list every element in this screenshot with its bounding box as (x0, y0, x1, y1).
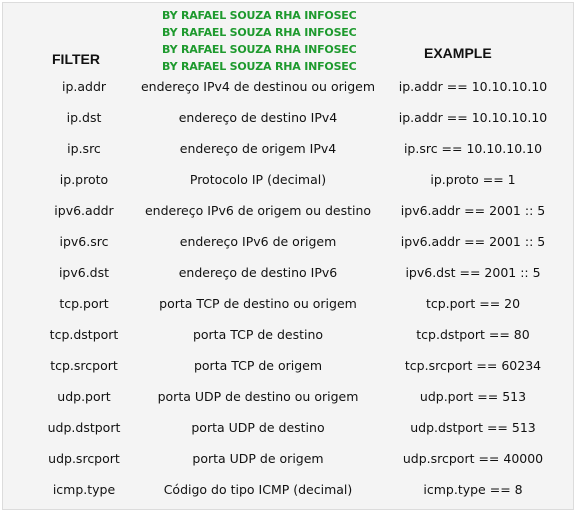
example-cell: icmp.type == 8 (423, 482, 523, 497)
example-cell: ip.addr == 10.10.10.10 (398, 79, 548, 94)
example-cell: tcp.srcport == 60234 (404, 358, 542, 373)
filter-cell: ip.proto (59, 172, 109, 187)
table-row (0, 257, 580, 288)
filter-cell: ip.src (67, 141, 101, 156)
filter-cell: ipv6.dst (58, 265, 110, 280)
filter-column-header: FILTER (52, 51, 100, 67)
description-cell: porta UDP de destino ou origem (157, 389, 359, 404)
example-cell: ip.proto == 1 (430, 172, 516, 187)
filter-cell: ipv6.addr (54, 203, 114, 218)
filter-cell: tcp.port (59, 296, 109, 311)
watermark-line: BY RAFAEL SOUZA RHA INFOSEC (162, 43, 357, 56)
description-cell: porta TCP de destino ou origem (159, 296, 357, 311)
example-cell: ip.addr == 10.10.10.10 (398, 110, 548, 125)
description-cell: Código do tipo ICMP (decimal) (163, 482, 353, 497)
example-cell: tcp.port == 20 (425, 296, 521, 311)
filter-cell: udp.port (57, 389, 111, 404)
table-row (0, 226, 580, 257)
filter-cell: tcp.srcport (50, 358, 118, 373)
description-cell: Protocolo IP (decimal) (189, 172, 327, 187)
description-cell: endereço de origem IPv4 (179, 141, 337, 156)
table-row (0, 350, 580, 381)
description-cell: porta UDP de origem (192, 451, 324, 466)
example-cell: ip.src == 10.10.10.10 (403, 141, 543, 156)
description-cell: porta TCP de destino (192, 327, 324, 342)
description-cell: porta UDP de destino (191, 420, 325, 435)
watermark (162, 7, 382, 75)
watermark-line: BY RAFAEL SOUZA RHA INFOSEC (162, 26, 357, 39)
example-cell: udp.srcport == 40000 (402, 451, 544, 466)
watermark-line: BY RAFAEL SOUZA RHA INFOSEC (162, 60, 357, 73)
table-row (0, 164, 580, 195)
filter-cell: ip.dst (66, 110, 102, 125)
example-cell: ipv6.addr == 2001 :: 5 (400, 234, 546, 249)
filter-cell: ipv6.src (59, 234, 109, 249)
table-row (0, 381, 580, 412)
table-row (0, 133, 580, 164)
filter-cell: icmp.type (52, 482, 116, 497)
description-cell: endereço de destino IPv4 (178, 110, 338, 125)
example-cell: ipv6.dst == 2001 :: 5 (405, 265, 541, 280)
example-cell: udp.port == 513 (419, 389, 527, 404)
table-row (0, 319, 580, 350)
example-cell: tcp.dstport == 80 (416, 327, 530, 342)
filter-cell: ip.addr (61, 79, 107, 94)
table-row (0, 71, 580, 102)
table-row (0, 195, 580, 226)
description-cell: endereço IPv4 de destinou ou origem (140, 79, 375, 94)
description-cell: endereço IPv6 de origem (179, 234, 337, 249)
table-row (0, 102, 580, 133)
table-row (0, 412, 580, 443)
example-cell: ipv6.addr == 2001 :: 5 (400, 203, 546, 218)
description-cell: endereço de destino IPv6 (178, 265, 338, 280)
table-row (0, 443, 580, 474)
filter-table (0, 71, 580, 505)
example-cell: udp.dstport == 513 (410, 420, 536, 435)
example-column-header: EXAMPLE (424, 45, 492, 61)
filter-cell: udp.dstport (47, 420, 121, 435)
description-cell: endereço IPv6 de origem ou destino (144, 203, 372, 218)
filter-cell: tcp.dstport (49, 327, 119, 342)
watermark-line: BY RAFAEL SOUZA RHA INFOSEC (162, 9, 357, 22)
description-cell: porta TCP de origem (193, 358, 323, 373)
table-row (0, 288, 580, 319)
table-row (0, 474, 580, 505)
filter-cell: udp.srcport (48, 451, 120, 466)
